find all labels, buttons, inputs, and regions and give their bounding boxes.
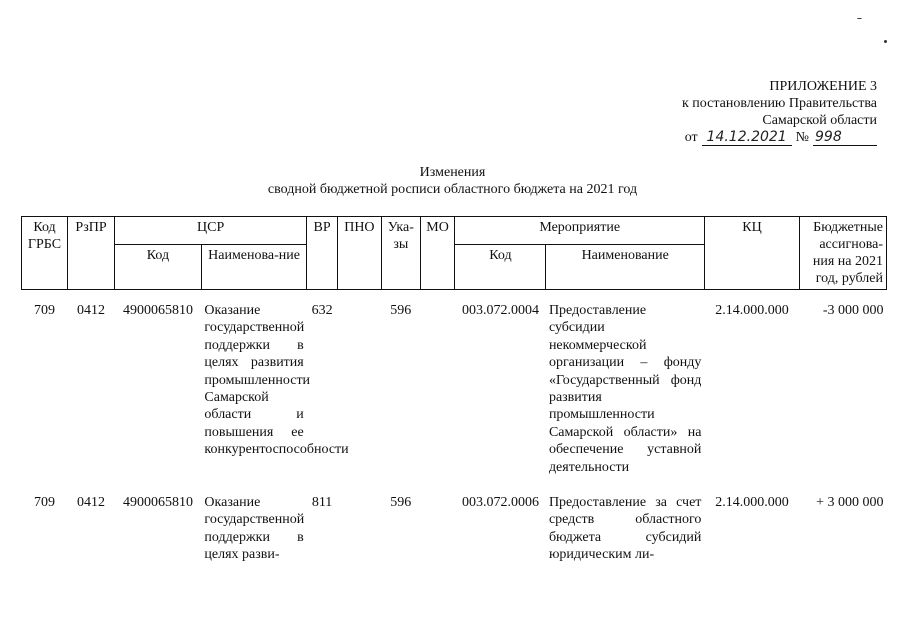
handwritten-date: 14.12.2021 [702,130,792,146]
cell-ukazy: 596 [390,303,412,318]
handwritten-number: 998 [813,130,877,146]
cell-amount: + 3 000 000 [816,495,884,511]
number-label: № [795,130,809,145]
cell-mo [420,494,455,564]
header-csr-name: Наименова-ние [201,245,306,290]
header-kod-grbs: Код ГРБС [22,217,68,290]
scan-speck [857,18,862,19]
appendix-title: ПРИЛОЖЕНИЕ 3 [769,79,877,94]
header-pno: ПНО [337,217,381,290]
cell-mo [420,302,455,476]
cell-rzpr: 0412 [77,303,106,318]
budget-table [21,216,887,564]
table-row [22,302,887,476]
scan-speck [884,40,887,43]
cell-csr-name: Оказание государственной поддержки в целях развития промышленности Самарской области и повышения ее конкурентоспособности [204,303,349,458]
table-row [22,494,887,564]
cell-csr-kod: 4900065810 [122,495,193,511]
cell-pno [337,494,381,564]
header-row [22,217,887,245]
header-rzpr: РзПР [68,217,115,290]
header-budget: Бюджетные ассигнова-ния на 2021 год, рублей [800,217,887,290]
header-csr-kod: Код [115,245,202,290]
title-line-2: сводной бюджетной росписи областного бюджета на 2021 год [267,182,638,197]
cell-rzpr: 0412 [77,495,106,511]
cell-grbs: 709 [34,303,55,318]
header-csr: ЦСР [115,217,307,245]
cell-mer-name: Предоставление за счет средств областного бюджета субсидий юридическим ли- [548,495,702,563]
cell-kc: 2.14.000.000 [715,495,789,511]
appendix-date-line [682,129,877,146]
header-ukazy: Ука-зы [381,217,420,290]
document-title [0,164,905,198]
cell-grbs: 709 [34,495,55,511]
cell-vr: 811 [311,495,333,511]
cell-csr-kod: 4900065810 [122,303,193,318]
cell-amount: -3 000 000 [822,303,884,318]
cell-mer-kod: 003.072.0004 [461,303,539,318]
header-meropriyatie: Мероприятие [455,217,704,245]
header-vr: ВР [307,217,338,290]
cell-csr-name: Оказание государственной поддержки в целях разви- [204,495,305,563]
appendix-line: Самарской области [762,113,877,128]
cell-vr: 632 [311,303,333,318]
cell-ukazy: 596 [390,495,412,511]
header-mer-kod: Код [455,245,546,290]
cell-mer-name: Предоставление субсидии некоммерческой организации – фонду «Государственный фонд развития промышленности Самарской области» на обеспечение уставной деятельности [548,303,702,475]
header-mer-name: Наименование [546,245,704,290]
date-label: от [684,130,698,145]
header-kc: КЦ [704,217,799,290]
appendix-line: к постановлению Правительства [681,96,877,111]
cell-kc: 2.14.000.000 [715,303,789,318]
title-line-1: Изменения [419,165,486,180]
header-mo: МО [420,217,455,290]
appendix-block [682,78,877,146]
cell-mer-kod: 003.072.0006 [461,495,539,511]
